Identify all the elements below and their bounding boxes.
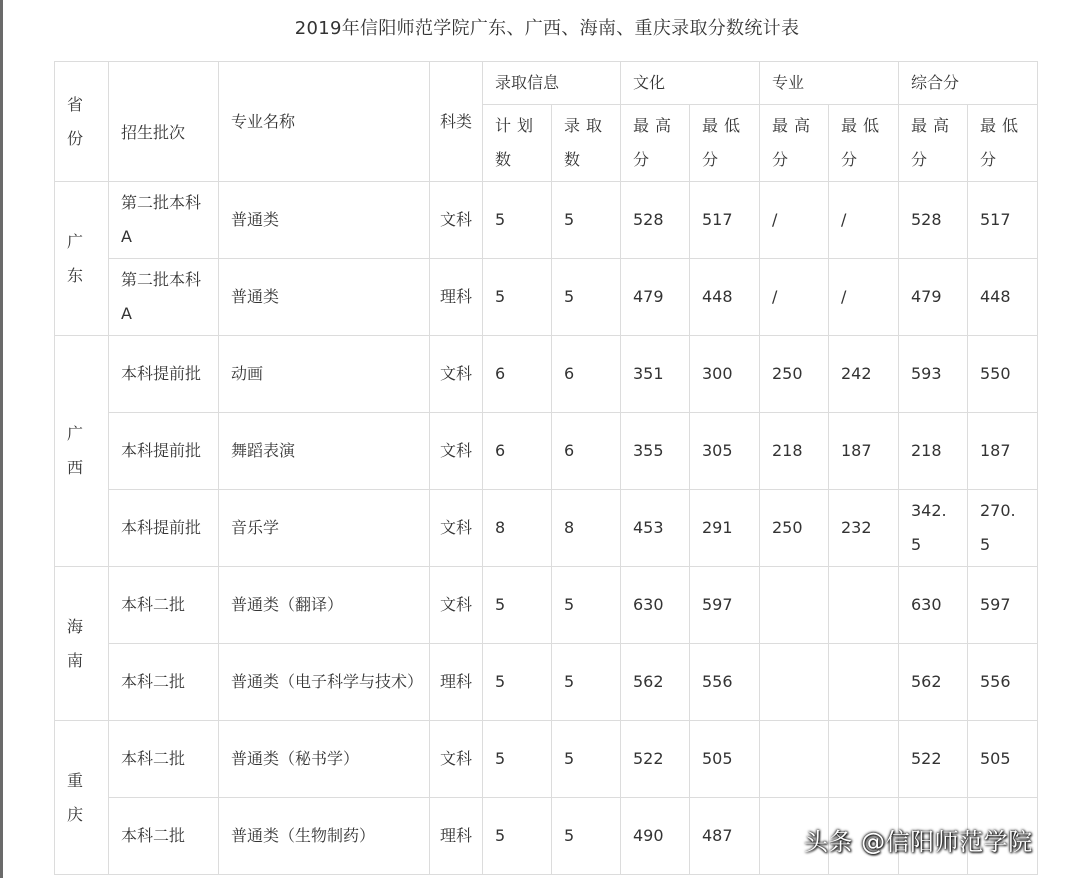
left-border <box>0 0 3 878</box>
header-culture-max: 最高分 <box>621 105 690 182</box>
comp-max-cell: 528 <box>899 182 968 259</box>
culture-max-cell: 351 <box>621 336 690 413</box>
prof-min-cell: 242 <box>829 336 899 413</box>
batch-cell: 本科二批 <box>109 721 219 798</box>
subject-cell: 理科 <box>430 644 483 721</box>
batch-cell: 本科二批 <box>109 567 219 644</box>
prof-min-cell: 232 <box>829 490 899 567</box>
major-cell: 普通类（翻译） <box>219 567 430 644</box>
planned-cell: 5 <box>483 259 552 336</box>
culture-max-cell: 453 <box>621 490 690 567</box>
planned-cell: 5 <box>483 182 552 259</box>
table-row <box>55 490 1038 567</box>
header-composite: 综合分 <box>899 62 1038 105</box>
prof-max-cell: / <box>760 182 829 259</box>
table-row <box>55 644 1038 721</box>
page-title: 2019年信阳师范学院广东、广西、海南、重庆录取分数统计表 <box>294 18 800 39</box>
major-cell: 普通类（电子科学与技术） <box>219 644 430 721</box>
culture-max-cell: 630 <box>621 567 690 644</box>
planned-cell: 5 <box>483 721 552 798</box>
prof-min-cell <box>829 567 899 644</box>
watermark: 头条 @信阳师范学院 <box>804 828 1033 856</box>
prof-max-cell: 250 <box>760 490 829 567</box>
header-province: 省份 <box>55 62 109 182</box>
planned-cell: 8 <box>483 490 552 567</box>
province-cell: 重庆 <box>55 721 109 875</box>
major-cell: 动画 <box>219 336 430 413</box>
comp-max-cell: 342.5 <box>899 490 968 567</box>
batch-cell: 本科提前批 <box>109 490 219 567</box>
culture-min-cell: 517 <box>690 182 760 259</box>
prof-min-cell: / <box>829 259 899 336</box>
province-cell: 广东 <box>55 182 109 336</box>
prof-max-cell <box>760 721 829 798</box>
comp-max-cell: 218 <box>899 413 968 490</box>
subject-cell: 文科 <box>430 490 483 567</box>
subject-cell: 文科 <box>430 182 483 259</box>
table-row <box>55 336 1038 413</box>
header-prof-min: 最低分 <box>829 105 899 182</box>
major-cell: 普通类（生物制药） <box>219 798 430 875</box>
comp-min-cell: 517 <box>968 182 1038 259</box>
culture-max-cell: 528 <box>621 182 690 259</box>
batch-cell: 第二批本科A <box>109 182 219 259</box>
admitted-cell: 5 <box>552 567 621 644</box>
admitted-cell: 5 <box>552 182 621 259</box>
table-row <box>55 567 1038 644</box>
planned-cell: 5 <box>483 567 552 644</box>
header-comp-max: 最高分 <box>899 105 968 182</box>
comp-min-cell: 556 <box>968 644 1038 721</box>
batch-cell: 本科提前批 <box>109 336 219 413</box>
prof-min-cell <box>829 721 899 798</box>
culture-max-cell: 490 <box>621 798 690 875</box>
header-culture: 文化 <box>621 62 760 105</box>
admitted-cell: 6 <box>552 413 621 490</box>
planned-cell: 5 <box>483 798 552 875</box>
admitted-cell: 6 <box>552 336 621 413</box>
culture-max-cell: 355 <box>621 413 690 490</box>
prof-max-cell: 250 <box>760 336 829 413</box>
planned-cell: 5 <box>483 644 552 721</box>
table-row <box>55 721 1038 798</box>
header-admission-info: 录取信息 <box>483 62 621 105</box>
major-cell: 普通类 <box>219 259 430 336</box>
comp-max-cell: 630 <box>899 567 968 644</box>
prof-max-cell: 218 <box>760 413 829 490</box>
subject-cell: 文科 <box>430 413 483 490</box>
major-cell: 普通类（秘书学） <box>219 721 430 798</box>
batch-cell: 本科二批 <box>109 798 219 875</box>
subject-cell: 理科 <box>430 259 483 336</box>
header-batch: 招生批次 <box>109 62 219 182</box>
culture-max-cell: 479 <box>621 259 690 336</box>
comp-max-cell: 479 <box>899 259 968 336</box>
comp-min-cell: 187 <box>968 413 1038 490</box>
header-comp-min: 最低分 <box>968 105 1038 182</box>
header-culture-min: 最低分 <box>690 105 760 182</box>
prof-min-cell: 187 <box>829 413 899 490</box>
prof-min-cell <box>829 644 899 721</box>
culture-min-cell: 291 <box>690 490 760 567</box>
prof-max-cell: / <box>760 259 829 336</box>
prof-max-cell <box>760 567 829 644</box>
province-cell: 海南 <box>55 567 109 721</box>
batch-cell: 本科提前批 <box>109 413 219 490</box>
culture-min-cell: 505 <box>690 721 760 798</box>
header-major: 专业名称 <box>219 62 430 182</box>
comp-min-cell: 550 <box>968 336 1038 413</box>
planned-cell: 6 <box>483 413 552 490</box>
header-subject: 科类 <box>430 62 483 182</box>
table-row <box>55 413 1038 490</box>
admitted-cell: 5 <box>552 259 621 336</box>
prof-min-cell: / <box>829 182 899 259</box>
planned-cell: 6 <box>483 336 552 413</box>
culture-min-cell: 487 <box>690 798 760 875</box>
culture-min-cell: 300 <box>690 336 760 413</box>
comp-min-cell: 270.5 <box>968 490 1038 567</box>
subject-cell: 文科 <box>430 336 483 413</box>
subject-cell: 文科 <box>430 567 483 644</box>
header-prof-max: 最高分 <box>760 105 829 182</box>
subject-cell: 理科 <box>430 798 483 875</box>
culture-min-cell: 556 <box>690 644 760 721</box>
table-row <box>55 259 1038 336</box>
header-row-1 <box>55 62 1038 105</box>
province-cell: 广西 <box>55 336 109 567</box>
comp-max-cell: 593 <box>899 336 968 413</box>
admitted-cell: 8 <box>552 490 621 567</box>
admitted-cell: 5 <box>552 721 621 798</box>
header-planned: 计划数 <box>483 105 552 182</box>
prof-max-cell <box>760 644 829 721</box>
comp-max-cell: 522 <box>899 721 968 798</box>
comp-min-cell: 505 <box>968 721 1038 798</box>
header-admitted: 录取数 <box>552 105 621 182</box>
culture-max-cell: 522 <box>621 721 690 798</box>
culture-min-cell: 597 <box>690 567 760 644</box>
batch-cell: 本科二批 <box>109 644 219 721</box>
comp-min-cell: 597 <box>968 567 1038 644</box>
culture-min-cell: 305 <box>690 413 760 490</box>
subject-cell: 文科 <box>430 721 483 798</box>
culture-max-cell: 562 <box>621 644 690 721</box>
admitted-cell: 5 <box>552 798 621 875</box>
comp-min-cell: 448 <box>968 259 1038 336</box>
comp-max-cell: 562 <box>899 644 968 721</box>
header-professional: 专业 <box>760 62 899 105</box>
table-row <box>55 182 1038 259</box>
batch-cell: 第二批本科A <box>109 259 219 336</box>
score-table <box>54 61 1038 875</box>
major-cell: 音乐学 <box>219 490 430 567</box>
culture-min-cell: 448 <box>690 259 760 336</box>
major-cell: 舞蹈表演 <box>219 413 430 490</box>
major-cell: 普通类 <box>219 182 430 259</box>
admitted-cell: 5 <box>552 644 621 721</box>
